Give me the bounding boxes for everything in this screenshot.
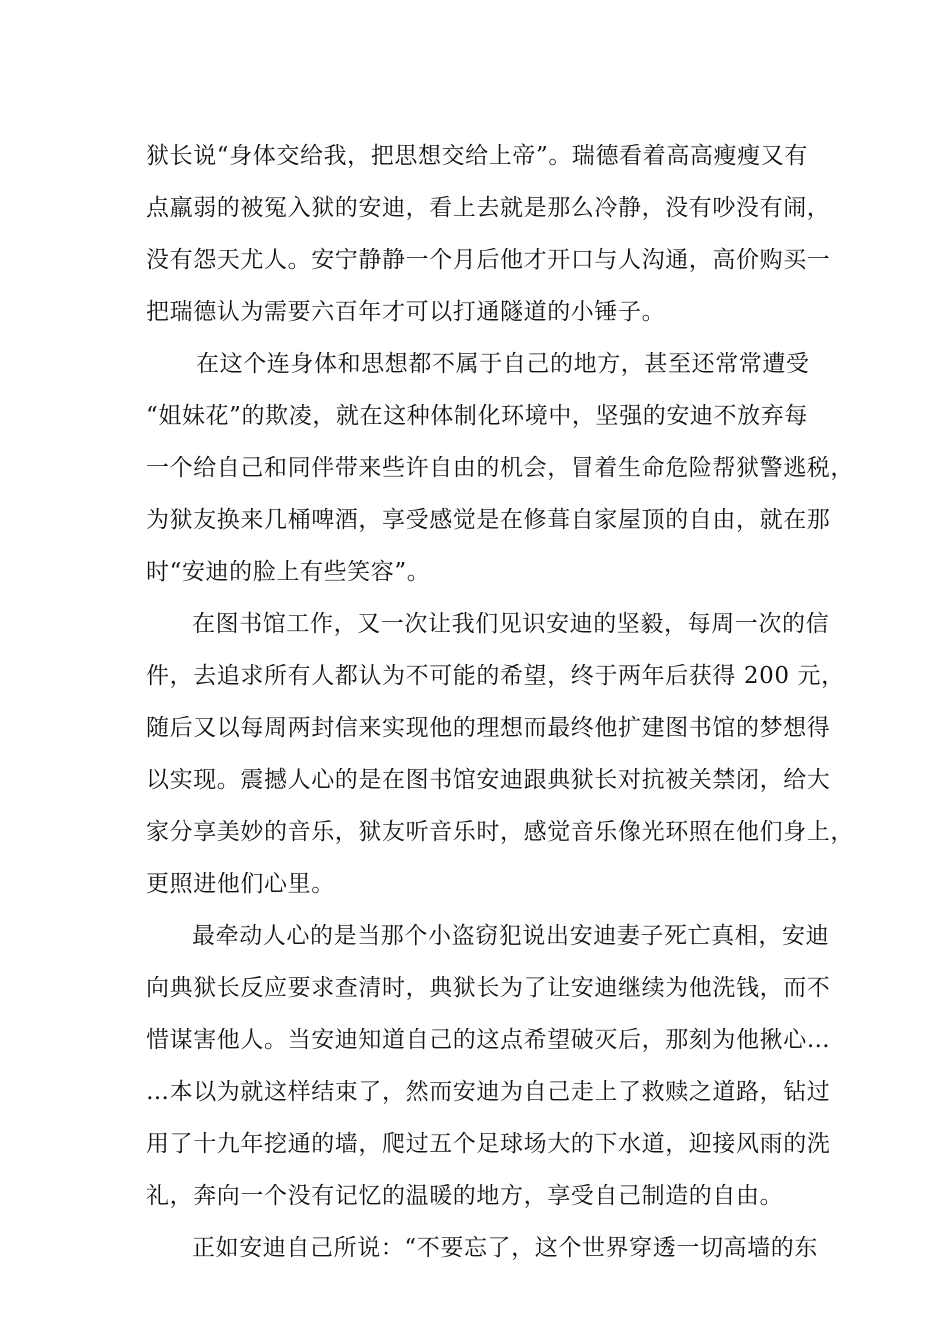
text-line: “姐妹花”的欺凌，就在这种体制化环境中，坚强的安迪不放弃每 <box>146 403 808 429</box>
text-line: 惜谋害他人。当安迪知道自己的这点希望破灭后，那刻为他揪心… <box>146 1027 831 1053</box>
text-line: 没有怨天尤人。安宁静静一个月后他才开口与人沟通，高价购买一 <box>146 247 831 273</box>
text-line: 以实现。震撼人心的是在图书馆安迪跟典狱长对抗被关禁闭，给大 <box>146 767 831 793</box>
text-line: 把瑞德认为需要六百年才可以打通隧道的小锤子。 <box>146 299 666 325</box>
text-line: 为狱友换来几桶啤酒，享受感觉是在修葺自家屋顶的自由，就在那 <box>146 507 831 533</box>
paragraph-first-line: 在图书馆工作，又一次让我们见识安迪的坚毅，每周一次的信 <box>192 611 830 637</box>
text-line: 向典狱长反应要求查清时，典狱长为了让安迪继续为他洗钱，而不 <box>146 975 831 1001</box>
text-line: 一个给自己和同伴带来些许自由的机会，冒着生命危险帮狱警逃税， <box>146 455 854 481</box>
text-line: 件，去追求所有人都认为不可能的希望，终于两年后获得 200 元， <box>146 663 845 689</box>
text-line: 随后又以每周两封信来实现他的理想而最终他扩建图书馆的梦想得 <box>146 715 831 741</box>
text-line: 用了十九年挖通的墙，爬过五个足球场大的下水道，迎接风雨的洗 <box>146 1131 831 1157</box>
text-line: 狱长说“身体交给我，把思想交给上帝”。瑞德看着高高瘦瘦又有 <box>146 143 808 169</box>
text-line: 更照进他们心里。 <box>146 871 335 897</box>
text-line: 时“安迪的脸上有些笑容”。 <box>146 559 431 585</box>
text-line: 点羸弱的被冤入狱的安迪，看上去就是那么冷静，没有吵没有闹， <box>146 195 831 221</box>
text-line: 礼，奔向一个没有记忆的温暖的地方，享受自己制造的自由。 <box>146 1183 784 1209</box>
paragraph-first-line: 最牵动人心的是当那个小盗窃犯说出安迪妻子死亡真相，安迪 <box>192 923 830 949</box>
paragraph-first-line: 在这个连身体和思想都不属于自己的地方，甚至还常常遭受 <box>196 351 810 377</box>
text-line: 家分享美妙的音乐，狱友听音乐时，感觉音乐像光环照在他们身上， <box>146 819 854 845</box>
paragraph-first-line: 正如安迪自己所说：“不要忘了，这个世界穿透一切高墙的东 <box>192 1235 818 1261</box>
text-line: …本以为就这样结束了，然而安迪为自己走上了救赎之道路，钻过 <box>146 1079 831 1105</box>
